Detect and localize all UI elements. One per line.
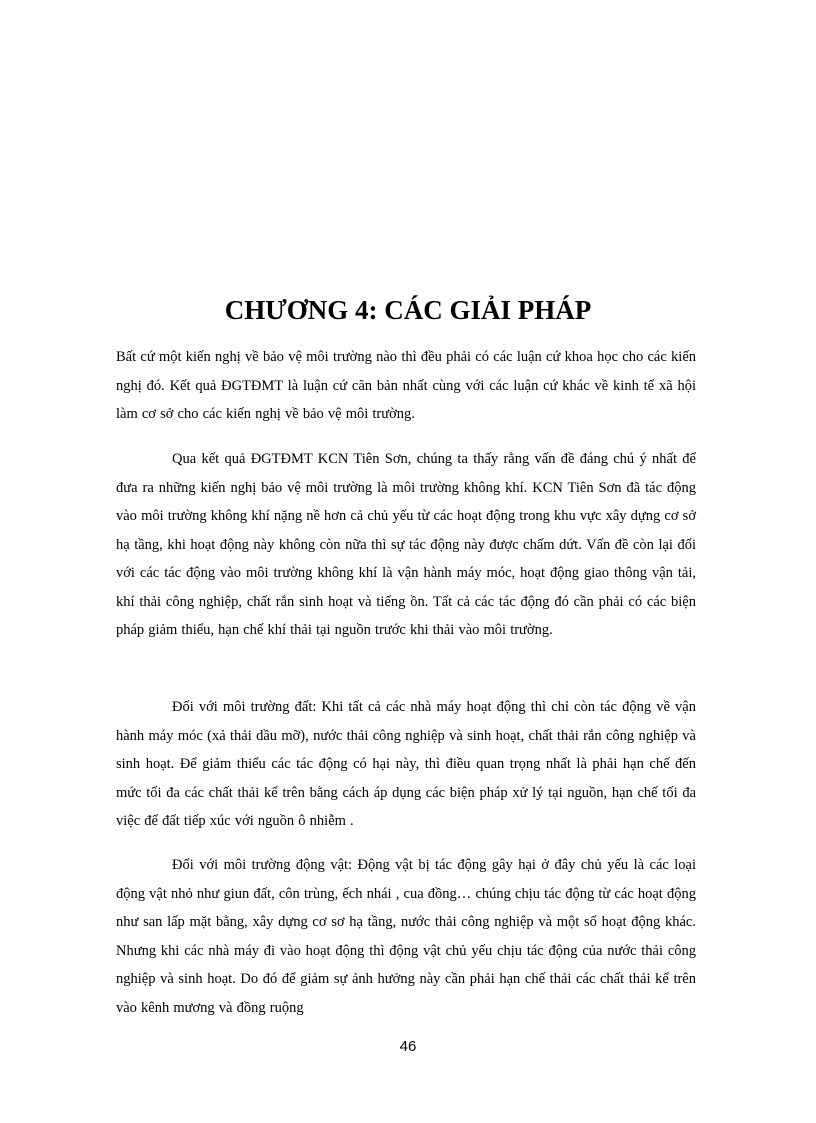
- chapter-title: CHƯƠNG 4: CÁC GIẢI PHÁP: [224, 295, 592, 325]
- paragraph-air-environment: Qua kết quả ĐGTĐMT KCN Tiên Sơn, chúng ta thấy rằng vấn đề đáng chú ý nhất để đưa ra những kiến nghị bảo vệ môi trường là môi trường không khí. KCN Tiên Sơn đã tác động vào môi trường không khí nặng nề hơn cả chủ yếu từ các hoạt động trong khu vực xây dựng cơ sở hạ tầng, khi hoạt động này không còn nữa thì sự tác động này được chấm dứt. Vấn đề còn lại đối với các tác động vào môi trường không khí là vận hành máy móc, hoạt động giao thông vận tải, khí thải công nghiệp, chất rắn sinh hoạt và tiếng ồn. Tất cả các tác động đó cần phải có các biện pháp giảm thiểu, hạn chế khí thải tại nguồn trước khi thải vào môi trường.: [116, 451, 696, 638]
- paragraph-soil-environment: Đối với môi trường đất: Khi tất cả các nhà máy hoạt động thì chỉ còn tác động về vận hành máy móc (xả thải dầu mỡ), nước thải công nghiệp và sinh hoạt, chất thải rắn công nghiệp và sinh hoạt. Để giảm thiểu các tác động có hại này, thì điều quan trọng nhất là phải hạn chế đến mức tối đa các chất thải kể trên bằng cách áp dụng các biện pháp xử lý tại nguồn, hạn chế tối đa việc để đất tiếp xúc với nguồn ô nhiễm .: [116, 699, 696, 829]
- page-number: 46: [399, 1038, 417, 1055]
- paragraph-intro: Bất cứ một kiến nghị về bảo vệ môi trường nào thì đều phải có các luận cứ khoa học cho các kiến nghị đó. Kết quả ĐGTĐMT là luận cứ căn bản nhất cùng với các luận cứ khác về kinh tế xã hội làm cơ sở cho các kiến nghị về bảo vệ môi trường.: [116, 349, 696, 422]
- paragraph-animal-environment: Đối với môi trường động vật: Động vật bị tác động gây hại ở đây chủ yếu là các loại động vật nhỏ như giun đất, côn trùng, ếch nhái , cua đồng… chúng chịu tác động từ các hoạt động như san lấp mặt bằng, xây dựng cơ sơ hạ tầng, nước thải công nghiệp và một số hoạt động khác. Nhưng khi các nhà máy đi vào hoạt động thì động vật chủ yếu chịu tác động của nước thải công nghiệp và sinh hoạt. Do đó để giảm sự ảnh hưởng này cần phải hạn chế thải các chất thải kể trên vào kênh mương và đồng ruộng: [116, 857, 696, 1016]
